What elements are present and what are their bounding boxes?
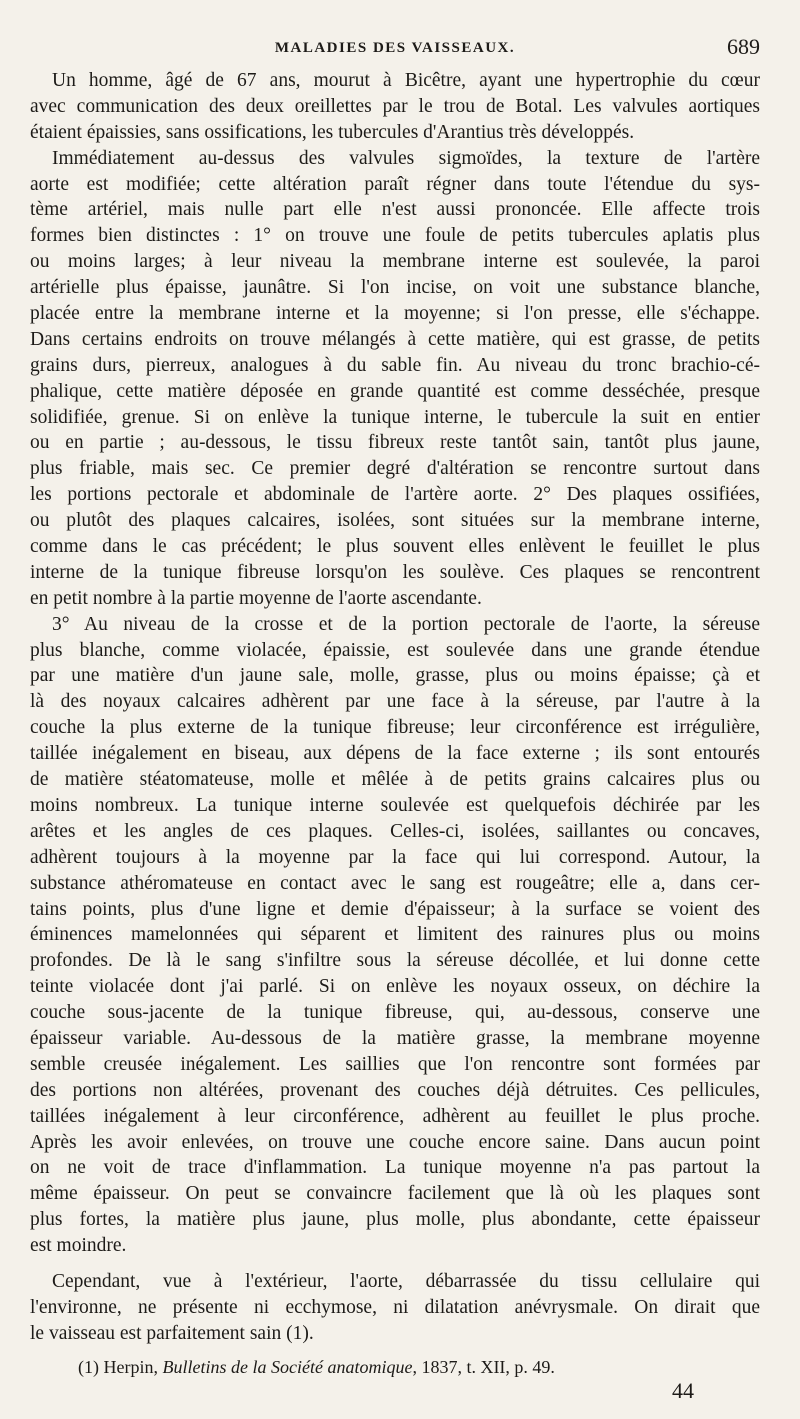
text-line: les portions pectorale et abdominale de l'artère aorte. 2° Des plaques ossifiées, [30, 484, 760, 506]
text-line: 3° Au niveau de la crosse et de la portion pectorale de l'aorte, la séreuse [52, 613, 760, 635]
text-line: plus blanche, comme violacée, épaissie, est soulevée dans une grande étendue [30, 639, 760, 661]
text-line: tains points, plus d'une ligne et demie d'épaisseur; à la surface se voient des [30, 898, 760, 920]
text-line: étaient épaissies, sans ossifications, les tubercules d'Arantius très développés. [30, 121, 635, 143]
text-line: placée entre la membrane interne et la moyenne; si l'on presse, elle s'échappe. [30, 303, 760, 325]
text-line: Cependant, vue à l'extérieur, l'aorte, débarrassée du tissu cellulaire qui [52, 1270, 760, 1292]
text-line: Immédiatement au-dessus des valvules sigmoïdes, la texture de l'artère [52, 147, 760, 169]
page-number: 689 [727, 34, 760, 59]
text-line: Dans certains endroits on trouve mélangés à cette matière, qui est grasse, de petits [30, 328, 760, 350]
paragraph-gap [30, 1259, 760, 1269]
text-line: phalique, cette matière déposée en grande quantité est comme desséchée, presque [30, 380, 760, 402]
text-line: plus fortes, la matière plus jaune, plus molle, plus abondante, cette épaisseur [30, 1209, 760, 1231]
text-line: taillées inégalement à leur circonférence, adhèrent au feuillet le plus proche. [30, 1105, 760, 1127]
signature-mark: 44 [672, 1378, 694, 1403]
text-line: artérielle plus épaisse, jaunâtre. Si l'on incise, on voit une substance blanche, [30, 277, 760, 299]
text-line: arêtes et les angles de ces plaques. Celles-ci, isolées, saillantes ou concaves, [30, 820, 760, 842]
text-line: semble creusée inégalement. Les saillies que l'on rencontre sont formées par [30, 1053, 760, 1075]
text-line: épaisseur variable. Au-dessous de la matière grasse, la membrane moyenne [30, 1027, 760, 1049]
text-line: comme dans le cas précédent; le plus souvent elles enlèvent le feuillet le plus [30, 536, 760, 558]
text-line: formes bien distinctes : 1° on trouve une foule de petits tubercules aplatis plus [30, 225, 760, 247]
text-line: de matière stéatomateuse, molle et mêlée à de petits grains calcaires plus ou [30, 769, 760, 791]
text-line: des portions non altérées, provenant des couches déjà détruites. Ces pellicules, [30, 1079, 760, 1101]
text-line: couche sous-jacente de la tunique fibreuse, qui, au-dessous, conserve une [30, 1002, 760, 1024]
text-line: ou moins larges; à leur niveau la membrane interne est soulevée, la paroi [30, 251, 760, 273]
text-line: couche la plus externe de la tunique fibreuse; leur circonférence est irrégulière, [30, 717, 760, 739]
text-line: taillée inégalement en biseau, aux dépens de la face externe ; ils sont entourés [30, 743, 760, 765]
page-header [30, 34, 760, 62]
text-line: en petit nombre à la partie moyenne de l'aorte ascendante. [30, 587, 482, 609]
text-line: éminences mamelonnées qui séparent et limitent des rainures plus ou moins [30, 924, 760, 946]
text-line: aorte est modifiée; cette altération paraît régner dans toute l'étendue du sys- [30, 173, 760, 195]
footnote [78, 1357, 760, 1378]
text-line: Un homme, âgé de 67 ans, mourut à Bicêtre, ayant une hypertrophie du cœur [52, 70, 760, 91]
text-line: par une matière d'un jaune sale, molle, grasse, plus ou moins épaisse; çà et [30, 665, 760, 687]
text-line: solidifiée, grenue. Si on enlève la tunique interne, le tubercule la suit en entier [30, 406, 760, 428]
text-line: plus friable, mais sec. Ce premier degré d'altération se rencontre surtout dans [30, 458, 760, 480]
text-line: tème artériel, mais nulle part elle n'est aussi prononcée. Elle affecte trois [30, 199, 760, 221]
text-line: ou en partie ; au-dessous, le tissu fibreux reste tantôt sain, tantôt plus jaune, [30, 432, 760, 454]
text-line: le vaisseau est parfaitement sain (1). [30, 1322, 314, 1344]
running-title: MALADIES DES VAISSEAUX. [274, 39, 516, 56]
text-line: même épaisseur. On peut se convaincre facilement que là où les plaques sont [30, 1183, 760, 1205]
text-line: moins nombreux. La tunique interne soulevée est quelquefois déchirée par les [30, 794, 760, 816]
body-text [30, 68, 760, 1347]
footnote-details: , 1837, t. XII, p. 49. [412, 1357, 555, 1377]
text-line: avec communication des deux oreillettes par le trou de Botal. Les valvules aortiques [30, 95, 760, 117]
text-line: grains durs, pierreux, analogues à du sable fin. Au niveau du tronc brachio-cé- [30, 354, 760, 376]
text-line: Après les avoir enlevées, on trouve une couche encore saine. Dans aucun point [30, 1131, 760, 1153]
text-line: l'environne, ne présente ni ecchymose, ni dilatation anévrysmale. On dirait que [30, 1296, 760, 1318]
text-line: profondes. De là le sang s'infiltre sous la séreuse décollée, et lui donne cette [30, 950, 760, 972]
text-line: substance athéromateuse en contact avec le sang est rougeâtre; elle a, dans cer- [30, 872, 760, 894]
text-line: est moindre. [30, 1235, 127, 1257]
text-line: ou plutôt des plaques calcaires, isolées, sont situées sur la membrane interne, [30, 510, 760, 532]
footnote-marker: (1) Herpin, [78, 1357, 158, 1377]
text-line: là des noyaux calcaires adhèrent par une face à la séreuse, par l'autre à la [30, 691, 760, 713]
text-line: adhèrent toujours à la moyenne par la face qui lui correspond. Autour, la [30, 846, 760, 868]
text-line: on ne voit de trace d'inflammation. La tunique moyenne n'a pas partout la [30, 1157, 760, 1179]
footnote-source: Bulletins de la Société anatomique [162, 1357, 413, 1377]
text-line: interne de la tunique fibreuse lorsqu'on les soulève. Ces plaques se rencontrent [30, 561, 760, 583]
text-line: teinte violacée dont j'ai parlé. Si on enlève les noyaux osseux, on déchire la [30, 976, 760, 998]
